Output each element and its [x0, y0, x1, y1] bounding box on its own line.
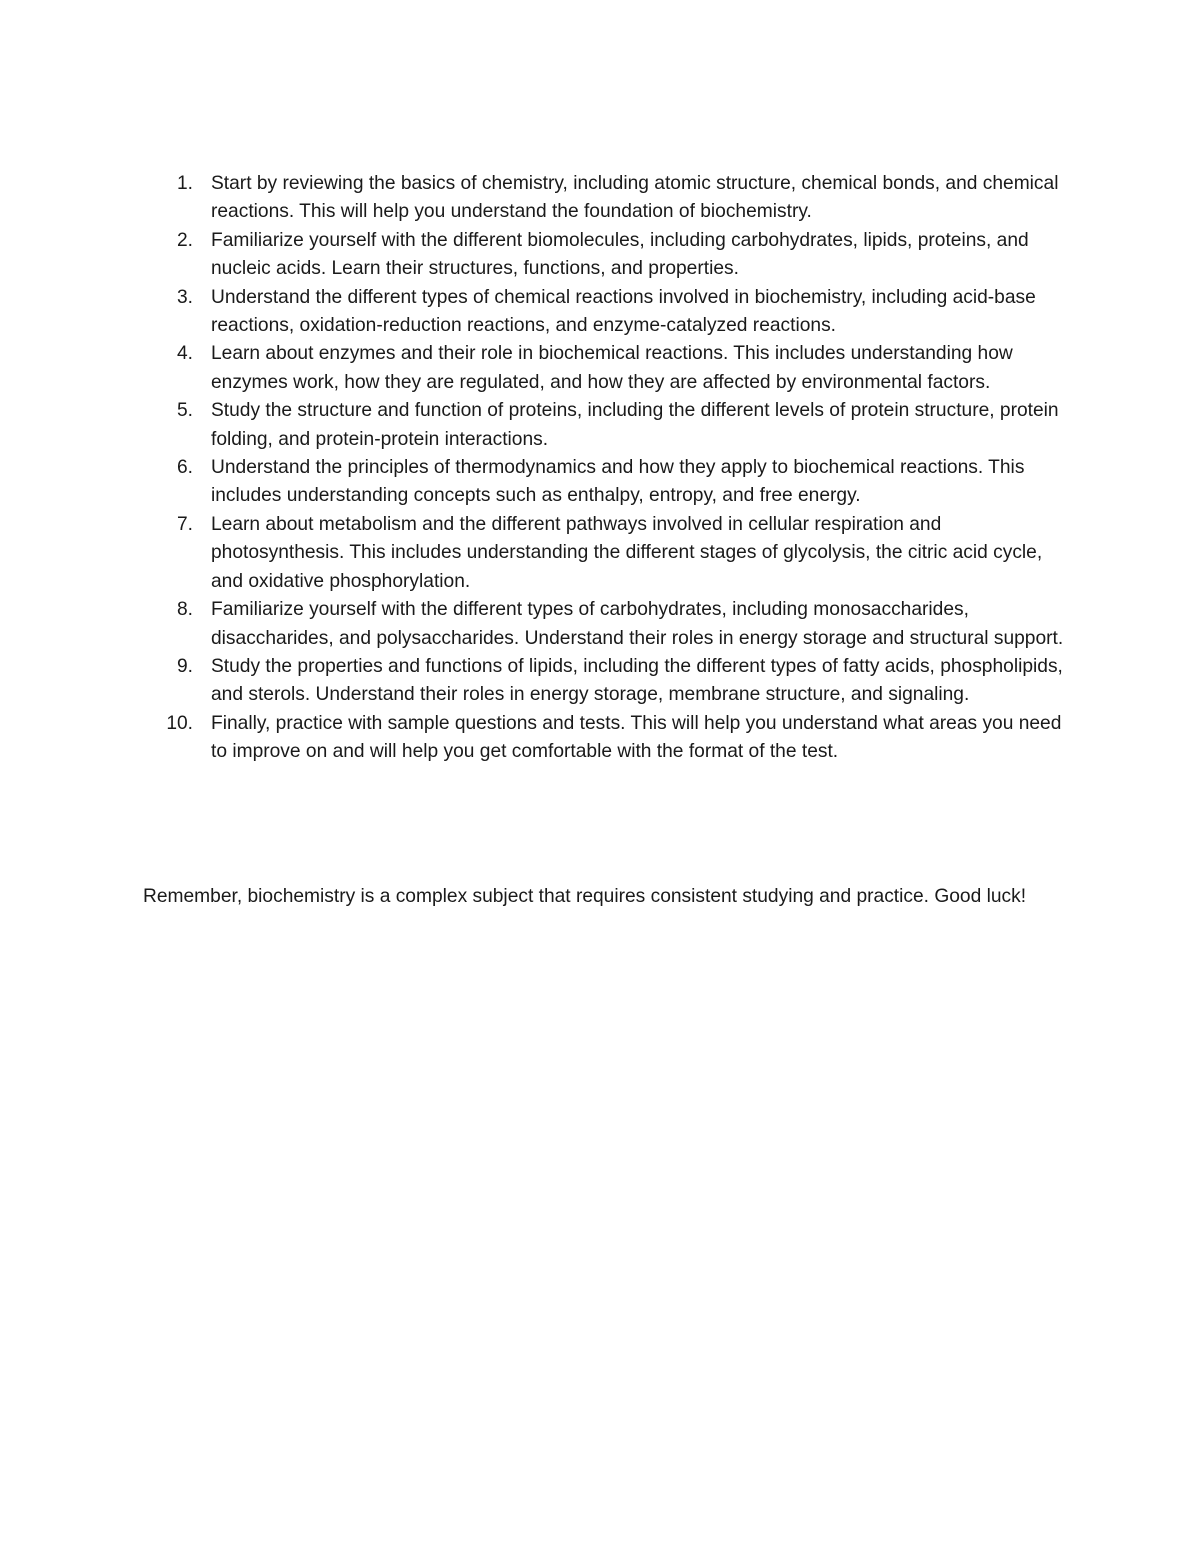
list-item — [143, 284, 1073, 341]
list-item-text: Understand the principles of thermodynamics and how they apply to biochemical reactions. This includes understanding concepts such as enthalpy, entropy, and free energy. — [211, 457, 1025, 507]
list-item-text: Familiarize yourself with the different types of carbohydrates, including monosaccharides, disaccharides, and polysaccharides. Understand their roles in energy storage and structural support. — [211, 599, 1064, 649]
list-item-text: Learn about metabolism and the different pathways involved in cellular respiration and photosynthesis. This includes understanding the different stages of glycolysis, the citric acid cycle, and oxidative phosphorylation. — [211, 513, 1043, 592]
study-steps-list — [143, 170, 1073, 767]
list-item-number: 8. — [176, 599, 193, 621]
list-item-number: 4. — [176, 343, 193, 365]
list-item — [143, 596, 1073, 653]
list-item-number: 1. — [176, 173, 193, 194]
list-item — [143, 227, 1073, 284]
list-item-text: Familiarize yourself with the different biomolecules, including carbohydrates, lipids, proteins, and nucleic acids. Learn their structures, functions, and properties. — [211, 229, 1029, 280]
list-item — [143, 170, 1073, 227]
list-item-number: 2. — [176, 229, 193, 251]
list-item-number: 10. — [166, 712, 193, 734]
list-item-text: Understand the different types of chemical reactions involved in biochemistry, including acid-base reactions, oxidation-reduction reactions, and enzyme-catalyzed reactions. — [211, 286, 1036, 337]
list-item-number: 5. — [176, 400, 193, 422]
list-item — [143, 511, 1073, 596]
list-item — [143, 653, 1073, 710]
list-item-number: 6. — [176, 457, 193, 479]
list-item-number: 3. — [176, 286, 193, 308]
list-item — [143, 454, 1073, 511]
list-item — [143, 710, 1073, 767]
list-item-text: Study the structure and function of proteins, including the different levels of protein structure, protein folding, and protein-protein interactions. — [211, 400, 1059, 450]
list-item-text: Finally, practice with sample questions and tests. This will help you understand what areas you need to improve on and will help you get comfortable with the format of the test. — [211, 712, 1062, 763]
closing-paragraph: Remember, biochemistry is a complex subject that requires consistent studying and practice. Good luck! — [143, 886, 1027, 907]
list-item-text: Study the properties and functions of lipids, including the different types of fatty acids, phospholipids, and sterols. Understand their roles in energy storage, membrane structure, and signaling. — [211, 655, 1063, 706]
list-item-text: Start by reviewing the basics of chemistry, including atomic structure, chemical bonds, and chemical reactions. This will help you understand the foundation of biochemistry. — [211, 173, 1059, 223]
list-item-number: 9. — [176, 655, 193, 677]
list-item — [143, 397, 1073, 454]
list-item-text: Learn about enzymes and their role in biochemical reactions. This includes understanding how enzymes work, how they are regulated, and how they are affected by environmental factors. — [211, 343, 1013, 393]
list-item — [143, 340, 1073, 397]
list-item-number: 7. — [176, 513, 193, 535]
